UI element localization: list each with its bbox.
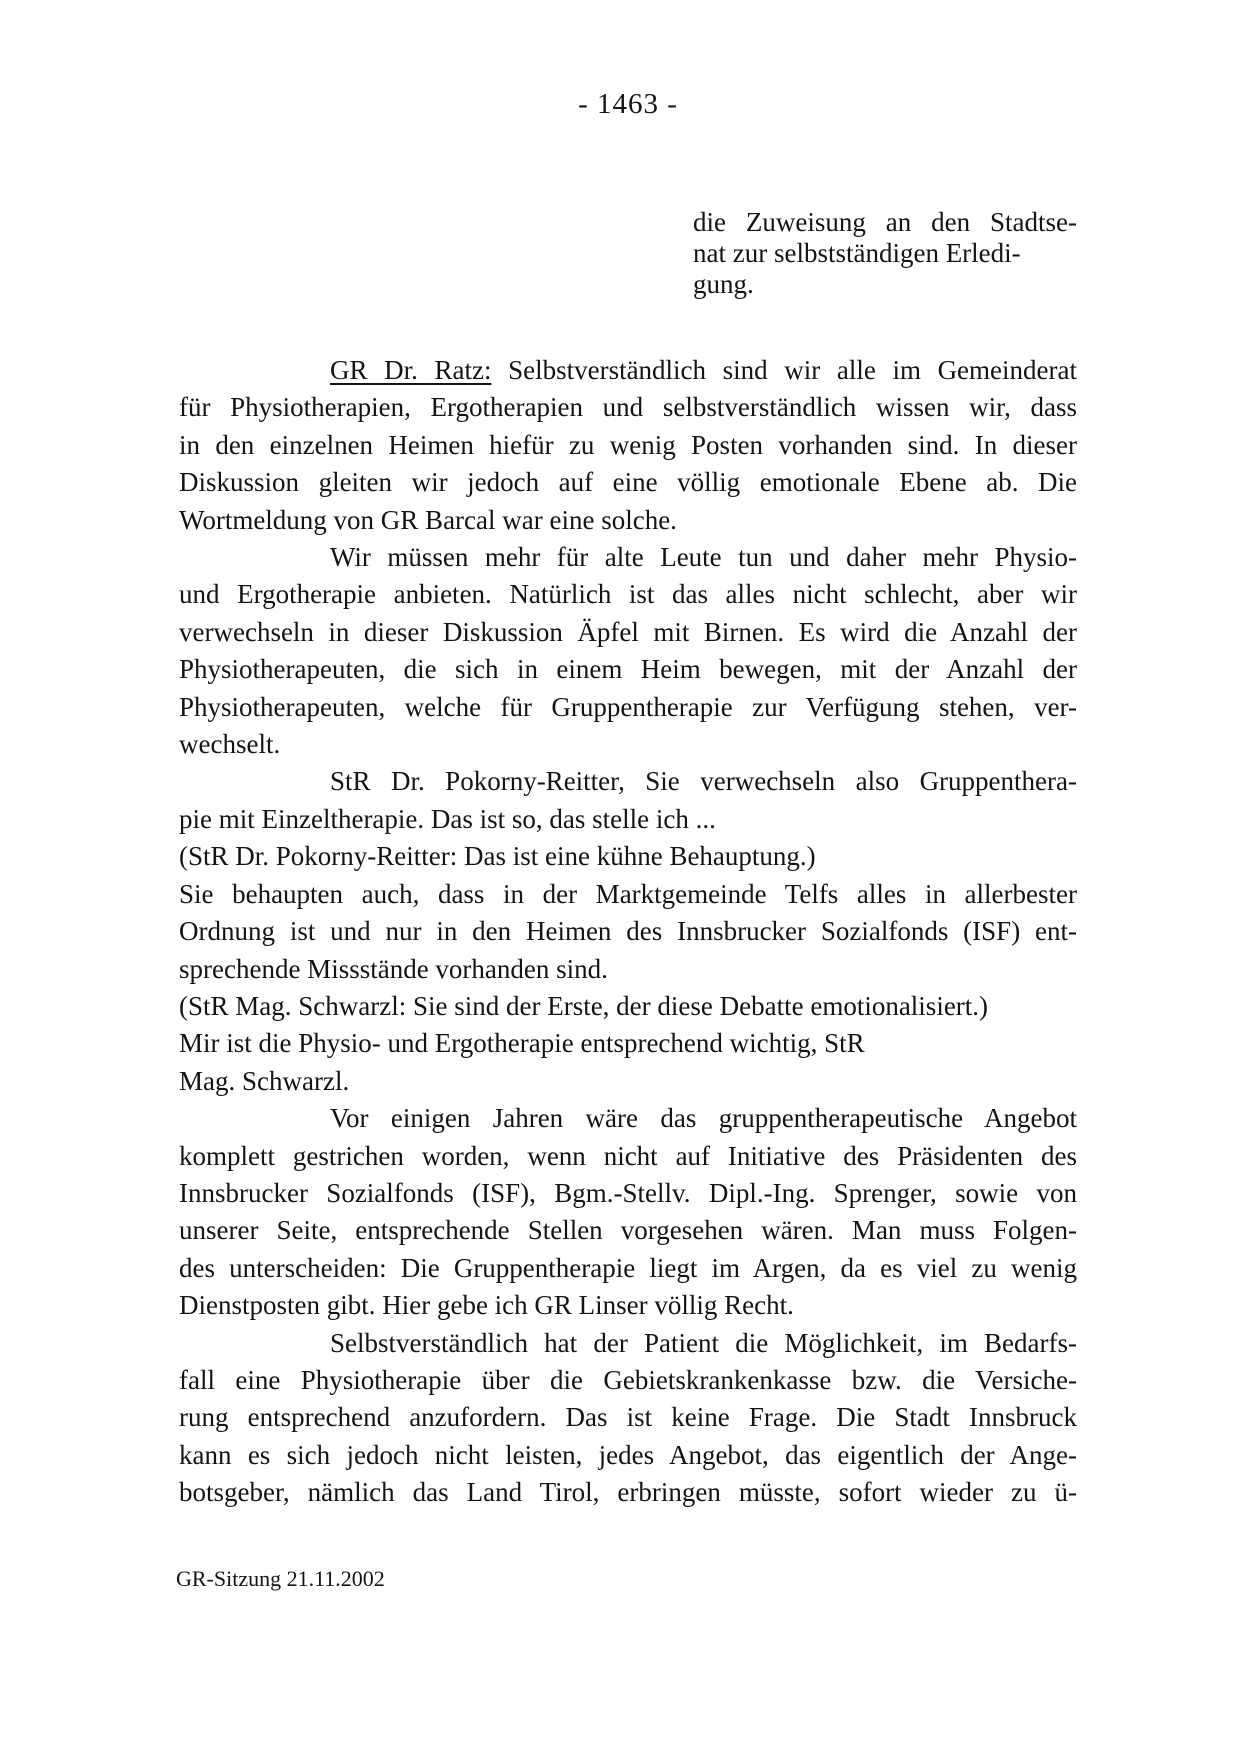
paragraph — [179, 539, 1077, 763]
text-line: Ordnung ist und nur in den Heimen des Innsbrucker Sozialfonds (ISF) ent- — [179, 916, 1077, 947]
paragraph — [179, 876, 1077, 988]
text-line: rung entsprechend anzufordern. Das ist keine Frage. Die Stadt Innsbruck — [179, 1402, 1077, 1433]
page-number: - 1463 - — [578, 88, 678, 120]
paragraph — [179, 763, 1077, 838]
text-line: Wortmeldung von GR Barcal war eine solche. — [179, 504, 677, 535]
text-line: für Physiotherapien, Ergotherapien und selbstverständlich wissen wir, dass — [179, 392, 1077, 423]
text-line: gung. — [693, 269, 754, 299]
body-paragraphs — [179, 352, 1077, 1512]
text-line: Dienstposten gibt. Hier gebe ich GR Linser völlig Recht. — [179, 1290, 794, 1321]
text-line: botsgeber, nämlich das Land Tirol, erbringen müsste, sofort wieder zu ü- — [179, 1477, 1077, 1508]
paragraph — [179, 1325, 1077, 1512]
text-line: pie mit Einzeltherapie. Das ist so, das stelle ich ... — [179, 803, 716, 834]
paragraph — [179, 1025, 1077, 1100]
text-line: fall eine Physiotherapie über die Gebietskrankenkasse bzw. die Versiche- — [179, 1364, 1077, 1395]
text-line: Vor einigen Jahren wäre das gruppentherapeutische Angebot — [330, 1103, 1077, 1134]
text-line: Diskussion gleiten wir jedoch auf eine völlig emotionale Ebene ab. Die — [179, 467, 1077, 498]
resolution-block — [693, 207, 1077, 300]
text-line: Wir müssen mehr für alte Leute tun und daher mehr Physio- — [330, 542, 1077, 573]
text-line: und Ergotherapie anbieten. Natürlich ist das alles nicht schlecht, aber wir — [179, 579, 1077, 610]
text-line: GR Dr. Ratz: Selbstverständlich sind wir alle im Gemeinderat — [330, 355, 1077, 385]
text-line: die Zuweisung an den Stadtse- — [693, 207, 1077, 237]
text-line: Physiotherapeuten, die sich in einem Heim bewegen, mit der Anzahl der — [179, 654, 1077, 685]
text-line: (StR Mag. Schwarzl: Sie sind der Erste, der diese Debatte emotionalisiert.) — [179, 990, 989, 1021]
text-line: StR Dr. Pokorny-Reitter, Sie verwechseln also Gruppenthera- — [330, 766, 1077, 797]
paragraph — [179, 1100, 1077, 1324]
speaker-name: GR Dr. Ratz: — [330, 355, 492, 385]
text-line: kann es sich jedoch nicht leisten, jedes Angebot, das eigentlich der Ange- — [179, 1439, 1077, 1470]
paragraph — [179, 352, 1077, 539]
text-line: wechselt. — [179, 729, 281, 760]
page-footer: GR-Sitzung 21.11.2002 — [176, 1566, 385, 1591]
text-line: komplett gestrichen worden, wenn nicht auf Initiative des Präsidenten des — [179, 1140, 1077, 1171]
text-line: Mag. Schwarzl. — [179, 1065, 350, 1096]
text-line: Selbstverständlich hat der Patient die Möglichkeit, im Bedarfs- — [330, 1327, 1077, 1358]
text-line: (StR Dr. Pokorny-Reitter: Das ist eine kühne Behauptung.) — [179, 841, 816, 872]
text-line: sprechende Missstände vorhanden sind. — [179, 953, 608, 984]
text-line: Innsbrucker Sozialfonds (ISF), Bgm.-Stellv. Dipl.-Ing. Sprenger, sowie von — [179, 1177, 1077, 1208]
paragraph — [179, 988, 1077, 1025]
text-line: unserer Seite, entsprechende Stellen vorgesehen wären. Man muss Folgen- — [179, 1215, 1077, 1246]
text-line: verwechseln in dieser Diskussion Äpfel mit Birnen. Es wird die Anzahl der — [179, 616, 1077, 647]
text-line: des unterscheiden: Die Gruppentherapie liegt im Argen, da es viel zu wenig — [179, 1252, 1077, 1283]
text-line: in den einzelnen Heimen hiefür zu wenig Posten vorhanden sind. In dieser — [179, 429, 1077, 460]
text-line: Mir ist die Physio- und Ergotherapie entsprechend wichtig, StR — [179, 1028, 865, 1059]
paragraph — [179, 838, 1077, 875]
text-line: nat zur selbstständigen Erledi- — [693, 238, 1021, 268]
text-line: Sie behaupten auch, dass in der Marktgemeinde Telfs alles in allerbester — [179, 878, 1077, 909]
text-line: Physiotherapeuten, welche für Gruppentherapie zur Verfügung stehen, ver- — [179, 691, 1077, 722]
